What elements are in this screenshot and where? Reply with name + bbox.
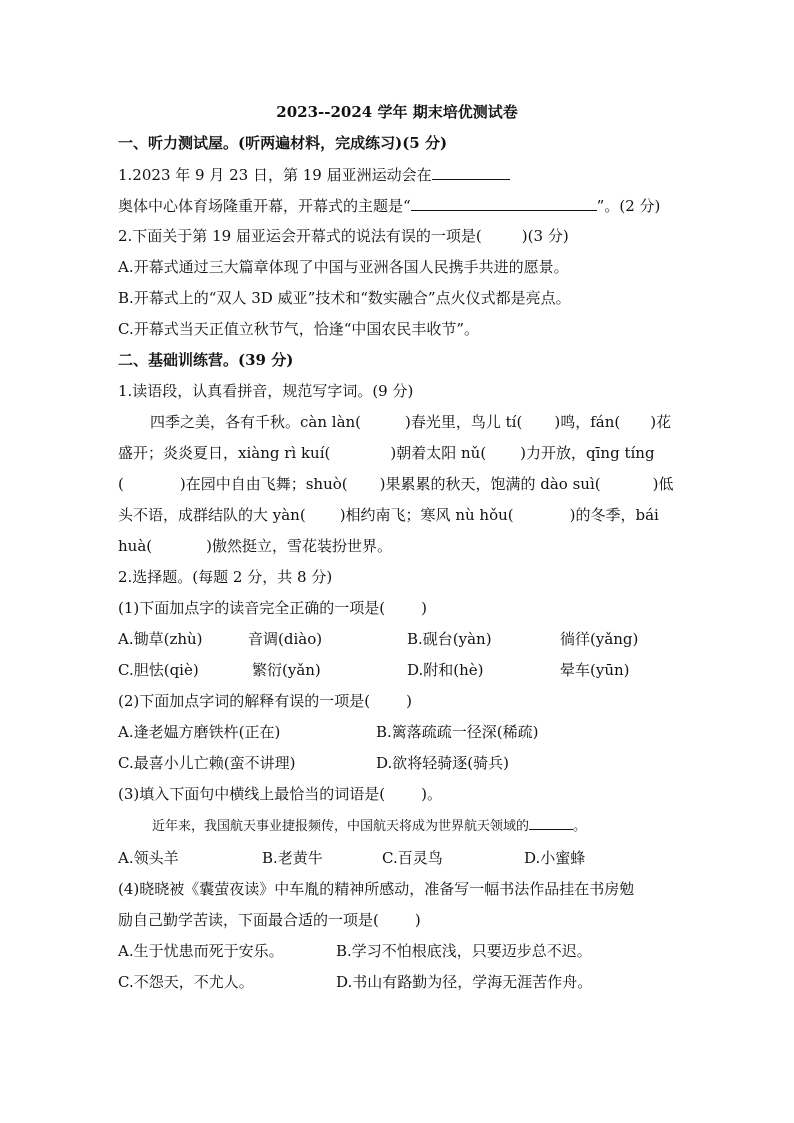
choice-q1-option-d2: 晕车(yūn): [560, 661, 630, 679]
choice-q3-end: )。: [421, 785, 442, 803]
paragraph-text: )花: [650, 413, 672, 431]
choice-q2-end: ): [406, 692, 412, 710]
choice-q1-end: ): [421, 599, 427, 617]
listen-q1-line1: [118, 163, 510, 186]
choice-q2-option-c: C.最喜小儿亡赖(蛮不讲理): [118, 754, 296, 772]
paragraph-text: 盛开；炎炎夏日，xiàng rì kuí(: [118, 444, 331, 462]
paragraph-line5: [118, 535, 392, 557]
choice-q3-option-a: A.领头羊: [118, 849, 179, 867]
choice-q1-option-c1: C.胆怯(qiè): [118, 661, 199, 679]
answer-blank[interactable]: [529, 816, 573, 830]
choice-q4-text: 励自己勤学苦读，下面最合适的一项是(: [118, 911, 379, 929]
choice-q1-option-a1: A.锄草(zhù): [118, 630, 203, 648]
paragraph-text: )春光里，鸟儿 tí(: [405, 413, 523, 431]
choice-q1-text: (1)下面加点字的读音完全正确的一项是(: [118, 599, 386, 617]
sentence-text: 近年来，我国航天事业捷报频传，中国航天将成为世界航天领域的: [152, 819, 530, 834]
listen-q2-option-c: C.开幕式当天正值立秋节气，恰逢“中国农民丰收节”。: [118, 320, 480, 338]
paragraph-text: )力开放，qīng tíng: [520, 444, 655, 462]
choice-q1-option-a2: 音调(diào): [248, 630, 323, 648]
choice-q4-option-a: A.生于忧患而死于安乐。: [118, 942, 284, 960]
choice-q1-option-b2: 徜徉(yǎng): [560, 630, 639, 648]
choice-q4-option-b: B.学习不怕根底浅，只要迈步总不迟。: [336, 942, 592, 960]
choice-q2-option-d: D.欲将轻骑逐(骑兵): [376, 754, 509, 772]
exam-title: 2023--2024 学年 期末培优测试卷: [276, 103, 518, 121]
paragraph-text: )在园中自由飞舞；shuò(: [179, 475, 348, 493]
choice-q2-option-a: A.逢老媪方磨铁杵(正在): [118, 723, 281, 741]
choice-q4-line2: [118, 909, 421, 931]
choice-q4-option-c: C.不怨天，不尤人。: [118, 973, 254, 991]
choice-q2-option-b: B.篱落疏疏一径深(稀疏): [376, 723, 539, 741]
paragraph-text: )朝着太阳 nǔ(: [390, 444, 487, 462]
listen-q2-end: )(3 分): [521, 227, 569, 245]
section1-heading: 一、听力测试屋。(听两遍材料，完成练习)(5 分): [118, 134, 448, 152]
paragraph-text: )的冬季，bái: [569, 506, 659, 524]
listen-q2-option-b: B.开幕式上的“双人 3D 威亚”技术和“数实融合”点火仪式都是亮点。: [118, 289, 571, 307]
choice-q3: [118, 783, 442, 805]
choice-q2-text: (2)下面加点字词的解释有误的一项是(: [118, 692, 371, 710]
paragraph-line4: [118, 504, 659, 526]
paragraph-text: (: [118, 475, 124, 493]
paragraph-text: )相约南飞；寒风 nù hǒu(: [339, 506, 514, 524]
listen-q1-text: 1.2023 年 9 月 23 日，第 19 届亚洲运动会在: [118, 166, 432, 184]
paragraph-line1: [150, 411, 671, 433]
choice-q4-line1: (4)晓晓被《囊萤夜读》中车胤的精神所感动，准备写一幅书法作品挂在书房勉: [118, 880, 635, 898]
choice-q2: [118, 690, 412, 712]
paragraph-text: huà(: [118, 537, 153, 555]
paragraph-text: )傲然挺立，雪花装扮世界。: [206, 537, 392, 555]
listen-q1-end: ”。(2 分): [596, 197, 661, 215]
listen-q2-option-a: A.开幕式通过三大篇章体现了中国与亚洲各国人民携手共进的愿景。: [118, 258, 569, 276]
choice-q4-end: ): [414, 911, 421, 929]
choice-q3-option-b: B.老黄牛: [262, 849, 323, 867]
choice-q3-option-c: C.百灵鸟: [382, 849, 443, 867]
section2-heading: 二、基础训练营。(39 分): [118, 351, 294, 369]
answer-blank[interactable]: [432, 163, 510, 180]
paragraph-text: 头不语，成群结队的大 yàn(: [118, 506, 306, 524]
listen-q2: [118, 225, 569, 247]
paragraph-text: )低: [652, 475, 674, 493]
basic-q1: 1.读语段，认真看拼音，规范写字词。(9 分): [118, 382, 414, 400]
choice-q3-sentence: [152, 816, 586, 838]
listen-q1-line2: [118, 194, 660, 217]
paragraph-line2: [118, 442, 655, 464]
choice-q1: [118, 597, 427, 619]
paragraph-line3: [118, 473, 673, 495]
choice-q1-option-b1: B.砚台(yàn): [407, 630, 492, 648]
choice-q3-option-d: D.小蜜蜂: [524, 849, 586, 867]
sentence-end: 。: [573, 819, 587, 834]
listen-q1-text2: 奥体中心体育场隆重开幕，开幕式的主题是“: [118, 197, 411, 215]
listen-q2-text: 2.下面关于第 19 届亚运会开幕式的说法有误的一项是(: [118, 227, 482, 245]
choice-q4-option-d: D.书山有路勤为径，学海无涯苦作舟。: [336, 973, 593, 991]
paragraph-text: )鸣，fán(: [554, 413, 621, 431]
choice-q1-option-d1: D.附和(hè): [407, 661, 484, 679]
choice-q1-option-c2: 繁衍(yǎn): [252, 661, 321, 679]
answer-blank[interactable]: [411, 194, 597, 211]
choice-q3-text: (3)填入下面句中横线上最恰当的词语是(: [118, 785, 386, 803]
paragraph-text: 四季之美，各有千秋。càn làn(: [150, 413, 362, 431]
paragraph-text: )果累累的秋天，饱满的 dào suì(: [379, 475, 601, 493]
basic-q2: 2.选择题。(每题 2 分，共 8 分): [118, 568, 333, 586]
